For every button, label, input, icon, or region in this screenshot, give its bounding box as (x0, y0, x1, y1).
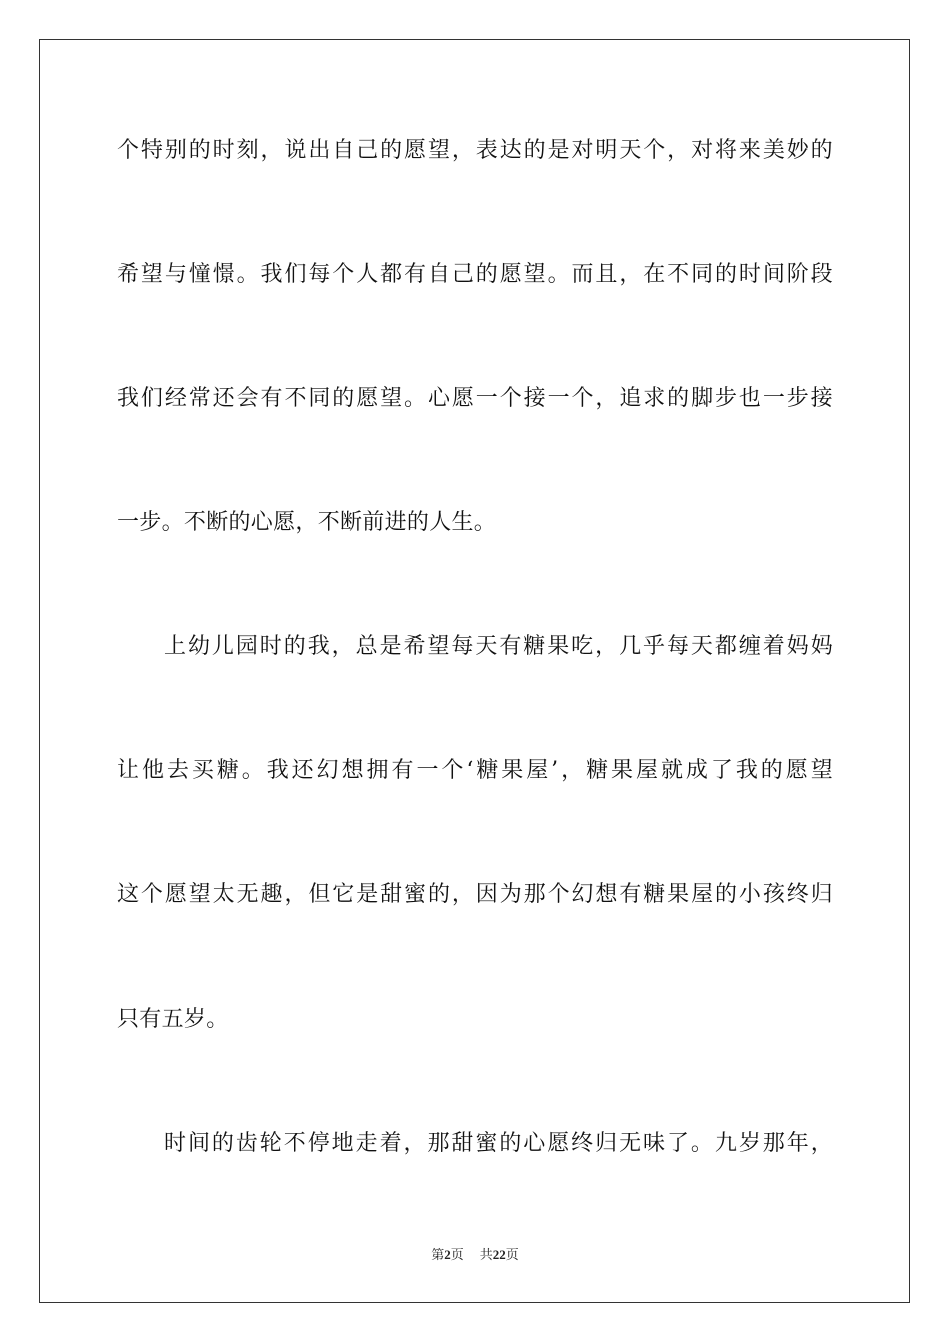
text-line-6: 让他去买糖。我还幻想拥有一个‘糖果屋’，糖果屋就成了我的愿望 (117, 758, 833, 783)
footer-page-number: 2 (444, 1247, 451, 1262)
footer-total-pages: 22 (492, 1247, 506, 1262)
text-line-8: 只有五岁。 (117, 1007, 229, 1032)
footer-total-suffix: 页 (505, 1248, 519, 1263)
text-line-5: 上幼儿园时的我，总是希望每天有糖果吃，几乎每天都缠着妈妈 (164, 634, 833, 659)
text-line-2: 希望与憧憬。我们每个人都有自己的愿望。而且，在不同的时间阶段 (117, 262, 833, 287)
text-line-9: 时间的齿轮不停地走着，那甜蜜的心愿终归无味了。九岁那年， (164, 1131, 833, 1156)
text-line-7: 这个愿望太无趣，但它是甜蜜的，因为那个幻想有糖果屋的小孩终归 (117, 882, 833, 907)
text-line-1: 个特别的时刻，说出自己的愿望，表达的是对明天个，对将来美妙的 (117, 138, 833, 163)
footer-total-prefix: 共 (479, 1248, 493, 1263)
text-line-3: 我们经常还会有不同的愿望。心愿一个接一个，追求的脚步也一步接 (117, 386, 833, 411)
text-line-4: 一步。不断的心愿，不断前进的人生。 (117, 510, 497, 535)
page-border (39, 39, 910, 1303)
footer-page-suffix: 页 (450, 1248, 464, 1263)
page-footer (0, 1246, 950, 1265)
footer-page-prefix: 第 (431, 1248, 445, 1263)
